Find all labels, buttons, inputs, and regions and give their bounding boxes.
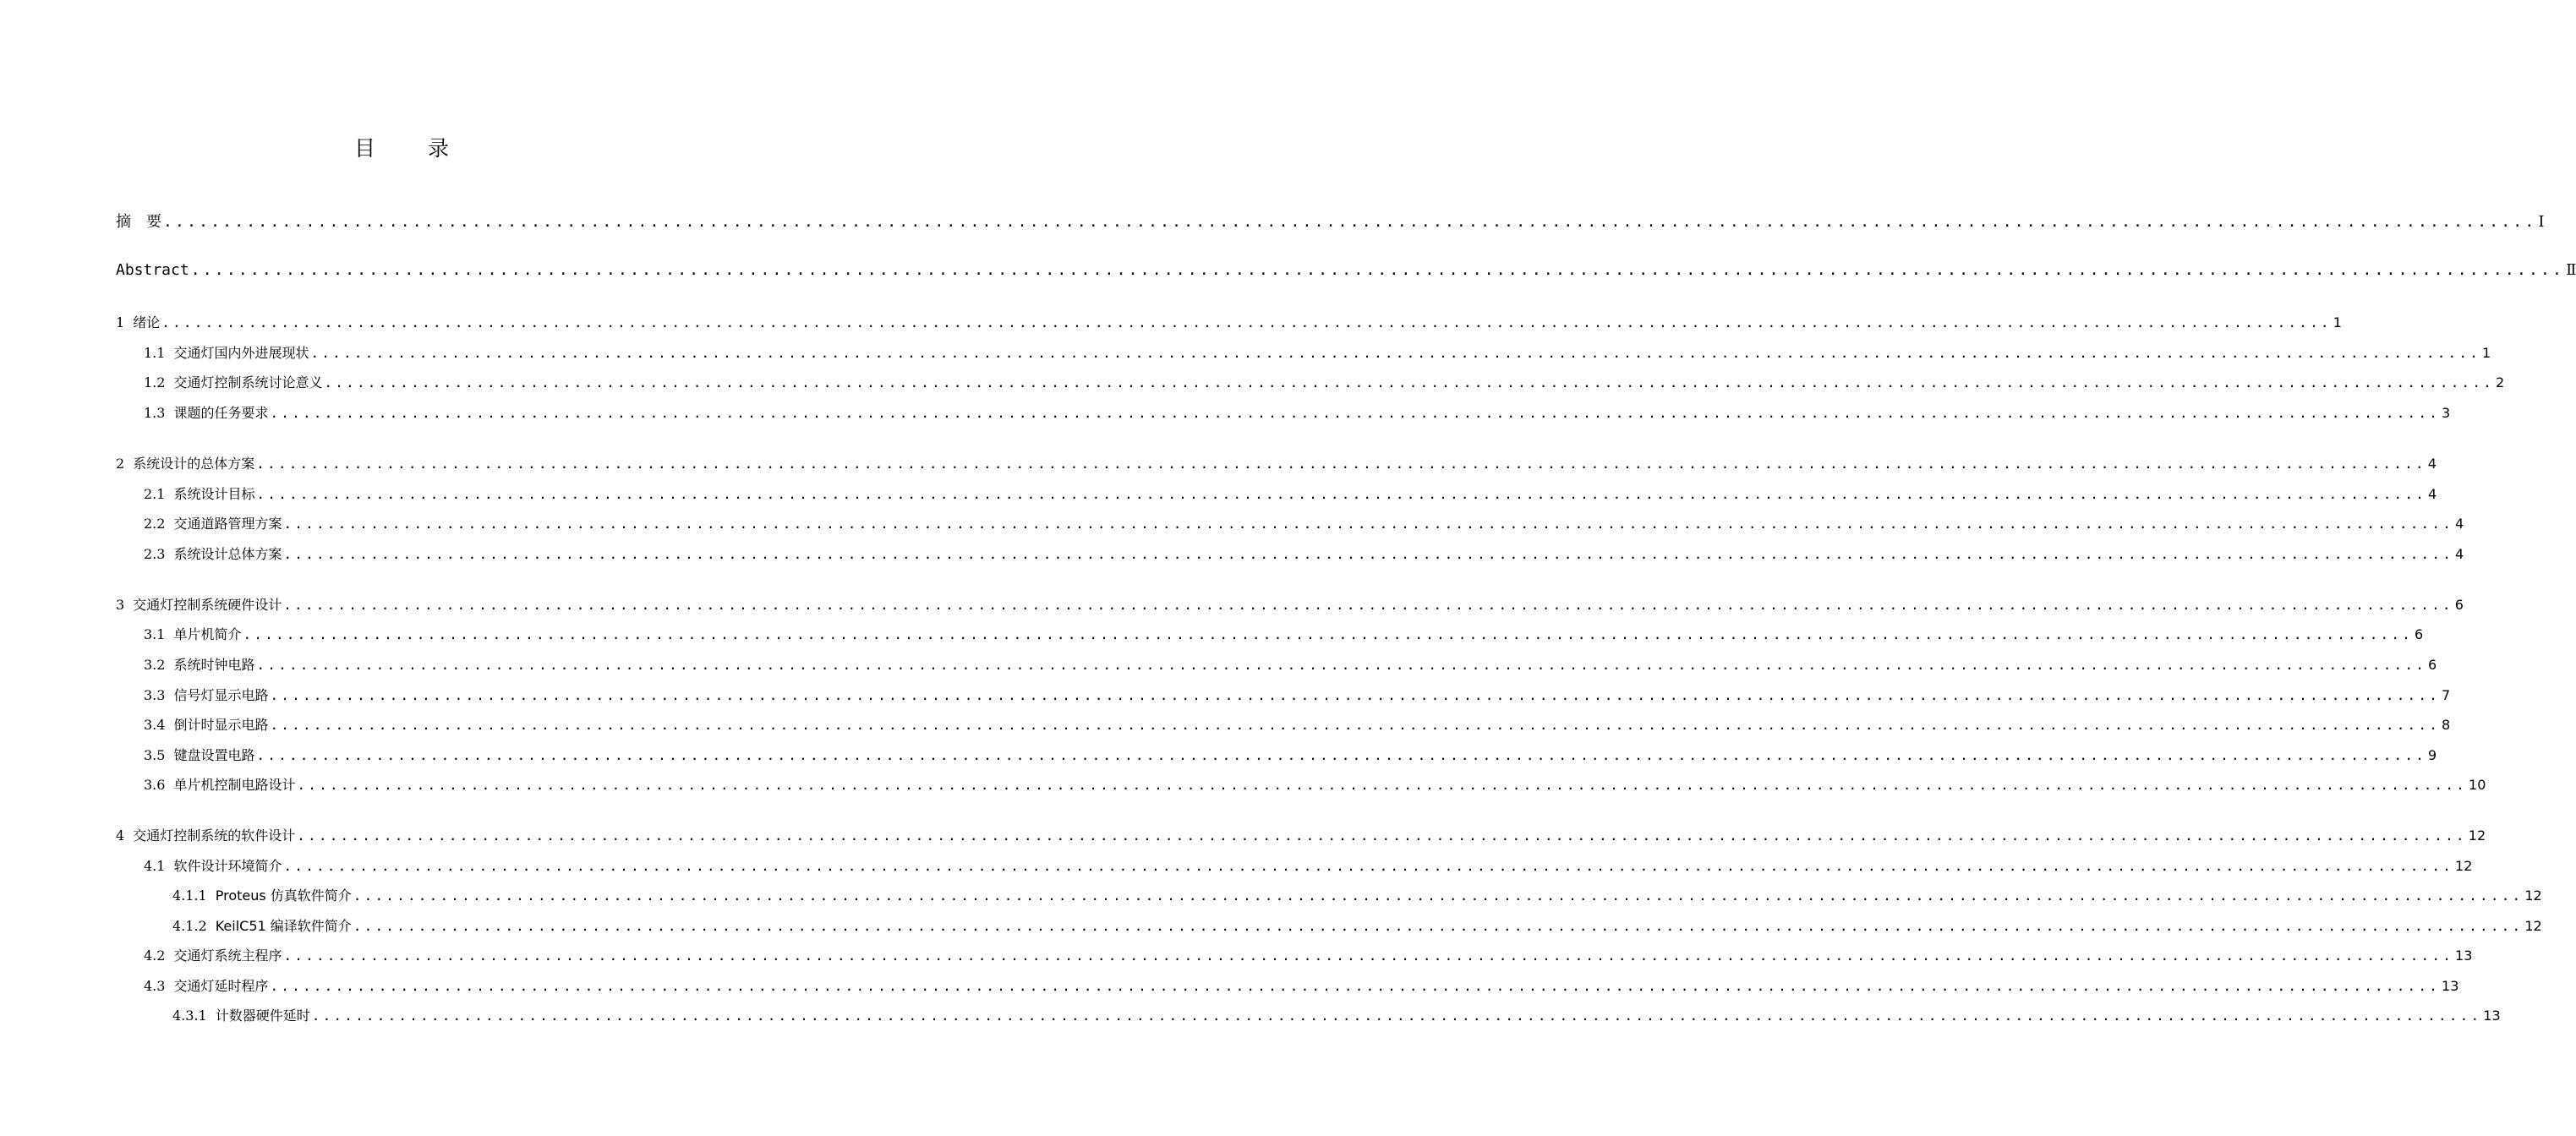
- toc-leader-dots: ........................................................................................................................................................................................................: [311, 1008, 2482, 1024]
- toc-entry-text: 交通灯国内外进展现状: [173, 345, 309, 361]
- toc-entry-number: 1.1: [144, 345, 166, 361]
- toc-entry-text: Abstract: [116, 261, 189, 279]
- toc-entry-number: 1.3: [144, 405, 166, 421]
- toc-entry-label: [144, 855, 282, 875]
- toc-entry[interactable]: [144, 774, 2486, 794]
- toc-entry[interactable]: [172, 915, 2542, 935]
- toc-entry-text: 交通灯系统主程序: [173, 948, 282, 964]
- toc-entry-text: 课题的任务要求: [173, 405, 269, 421]
- toc-leader-dots: ........................................................................................................................................................................................................: [283, 546, 2454, 562]
- toc-entry-text: 交通灯控制系统硬件设计: [133, 597, 282, 613]
- toc-leader-dots: ........................................................................................................................................................................................................: [297, 777, 2468, 793]
- toc-entry-label: [172, 915, 352, 935]
- toc-entry-text: 交通道路管理方案: [173, 516, 282, 532]
- toc-entry-number: 4.1.2: [172, 918, 207, 934]
- toc-entry-number: 3.2: [144, 657, 166, 673]
- page-title: [0, 132, 803, 162]
- toc-entry[interactable]: [144, 714, 2451, 734]
- toc-entry-number: 4.2: [144, 948, 166, 964]
- toc-entry-text: 交通灯延时程序: [173, 978, 269, 994]
- toc-entry[interactable]: [144, 654, 2437, 674]
- toc-entry-label: [144, 714, 268, 734]
- toc-page-number: 1: [2482, 345, 2491, 361]
- toc-entry[interactable]: [144, 372, 2505, 391]
- title-char-1: 目: [353, 136, 375, 161]
- toc-entry-number: 2: [116, 456, 125, 472]
- toc-leader-dots: ........................................................................................................................................................................................................: [353, 918, 2524, 934]
- toc-entry-text: 系统时钟电路: [173, 657, 255, 673]
- toc-entry-number: 3.3: [144, 687, 166, 703]
- toc-page-number: Ⅰ: [2538, 213, 2545, 231]
- toc-entry[interactable]: [144, 975, 2459, 995]
- toc-entry-text: 信号灯显示电路: [173, 687, 269, 703]
- toc-page-number: 4: [2428, 486, 2437, 502]
- toc-entry-label: [116, 261, 189, 279]
- toc-entry-text: 键盘设置电路: [173, 747, 255, 763]
- toc-entry-label: [172, 1005, 310, 1024]
- toc-entry[interactable]: [144, 685, 2451, 704]
- toc-page-number: 13: [2483, 1008, 2501, 1024]
- toc-leader-dots: ........................................................................................................................................................................................................: [256, 456, 2426, 472]
- toc-entry-text: 单片机控制电路设计: [173, 777, 296, 793]
- toc-page-number: 6: [2454, 597, 2464, 613]
- toc-page-number: 9: [2428, 747, 2437, 763]
- toc-entry-label: [116, 312, 160, 331]
- toc-entry-label: [144, 975, 268, 995]
- toc-leader-dots: ........................................................................................................................................................................................................: [163, 213, 2537, 231]
- toc-entry-text: KeilC51 编译软件简介: [215, 918, 352, 934]
- toc-page-number: 3: [2442, 405, 2451, 421]
- toc-page-number: 12: [2468, 827, 2486, 844]
- toc-page-number: 7: [2442, 687, 2451, 703]
- toc-leader-dots: ........................................................................................................................................................................................................: [283, 597, 2453, 613]
- toc-entry[interactable]: [116, 210, 2545, 232]
- toc-entry-label: [144, 543, 282, 563]
- toc-leader-dots: ........................................................................................................................................................................................................: [283, 948, 2454, 964]
- toc-entry-label: [144, 342, 309, 362]
- toc-page-number: 2: [2496, 374, 2505, 390]
- toc-entry-label: [144, 654, 254, 674]
- toc-entry-number: 4.1: [144, 858, 166, 874]
- toc-leader-dots: ........................................................................................................................................................................................................: [310, 345, 2481, 361]
- toc-entry-label: [144, 513, 282, 532]
- toc-entry-label: [144, 945, 282, 964]
- toc-entry-number: 3.5: [144, 747, 166, 763]
- toc-entry[interactable]: [172, 1005, 2501, 1024]
- toc-entry-text: 软件设计环境简介: [173, 858, 282, 874]
- toc-entry[interactable]: [116, 261, 2576, 279]
- toc-leader-dots: ........................................................................................................................................................................................................: [283, 858, 2454, 874]
- toc-entry[interactable]: [116, 594, 2464, 614]
- toc-page-number: 4: [2455, 516, 2464, 532]
- toc-entry-label: [144, 372, 322, 391]
- toc-page-number: 13: [2455, 948, 2473, 964]
- title-char-2: 录: [428, 136, 450, 161]
- toc-page-number: 4: [2427, 456, 2437, 472]
- toc-page-number: 4: [2455, 546, 2464, 562]
- toc-leader-dots: ........................................................................................................................................................................................................: [270, 717, 2441, 733]
- toc-entry[interactable]: [144, 483, 2437, 503]
- toc-entry-number: 4.3: [144, 978, 166, 994]
- toc-entry-text: 系统设计的总体方案: [133, 456, 255, 472]
- toc-page-number: 12: [2455, 858, 2473, 874]
- toc-entry[interactable]: [144, 745, 2437, 764]
- toc-entry-number: 4.1.1: [172, 888, 207, 904]
- toc-entry[interactable]: [144, 945, 2473, 964]
- toc-leader-dots: ........................................................................................................................................................................................................: [190, 261, 2565, 279]
- toc-page-number: 6: [2428, 657, 2437, 673]
- toc-entry-text: Proteus 仿真软件简介: [215, 888, 352, 904]
- toc-entry-text: 单片机简介: [173, 626, 242, 642]
- toc-page-number: 6: [2415, 626, 2424, 642]
- toc-page-number: 12: [2524, 918, 2542, 934]
- toc-entry-number: 4.3.1: [172, 1008, 207, 1024]
- toc-leader-dots: ........................................................................................................................................................................................................: [270, 687, 2441, 703]
- toc-entry-number: 2.3: [144, 546, 166, 562]
- toc-entry-text: 摘 要: [116, 213, 161, 231]
- toc-entry-number: 1: [116, 314, 125, 330]
- toc-entry-label: [144, 745, 254, 764]
- toc-entry[interactable]: [144, 543, 2464, 563]
- toc-entry[interactable]: [116, 312, 2342, 331]
- toc-entry-number: 2.2: [144, 516, 166, 532]
- toc-page-number: 8: [2442, 717, 2451, 733]
- toc-leader-dots: ........................................................................................................................................................................................................: [161, 314, 2332, 330]
- toc-leader-dots: ........................................................................................................................................................................................................: [256, 747, 2427, 763]
- toc-entry-number: 3: [116, 597, 125, 613]
- toc-entry-label: [144, 402, 268, 422]
- toc-entry-text: 交通灯控制系统的软件设计: [133, 827, 296, 844]
- toc-entry-text: 交通灯控制系统讨论意义: [173, 374, 323, 390]
- toc-entry[interactable]: [144, 624, 2424, 643]
- toc-entry[interactable]: [116, 453, 2437, 472]
- toc-entry[interactable]: [116, 825, 2486, 844]
- toc-entry-number: 3.4: [144, 717, 166, 733]
- toc-entry[interactable]: [144, 513, 2464, 532]
- toc-page-number: 1: [2333, 314, 2342, 330]
- toc-entry-number: 1.2: [144, 374, 166, 390]
- toc-entry-label: [144, 685, 268, 704]
- toc-leader-dots: ........................................................................................................................................................................................................: [324, 374, 2495, 390]
- toc-entry-label: [116, 825, 295, 844]
- toc-leader-dots: ........................................................................................................................................................................................................: [297, 827, 2467, 844]
- toc-entry-text: 绪论: [133, 314, 161, 330]
- toc-entry-number: 2.1: [144, 486, 166, 502]
- toc-entry-label: [116, 210, 161, 232]
- toc-entry-number: 3.1: [144, 626, 166, 642]
- toc-entry-text: 计数器硬件延时: [215, 1008, 310, 1024]
- toc-entry-text: 倒计时显示电路: [173, 717, 269, 733]
- toc-leader-dots: ........................................................................................................................................................................................................: [243, 626, 2414, 642]
- toc-entry-number: 4: [116, 827, 125, 844]
- toc-leader-dots: ........................................................................................................................................................................................................: [283, 516, 2454, 532]
- toc-entry-label: [116, 594, 282, 614]
- toc-page-number: Ⅱ: [2566, 261, 2576, 279]
- toc-leader-dots: ........................................................................................................................................................................................................: [270, 978, 2441, 994]
- toc-entry-number: 3.6: [144, 777, 166, 793]
- toc-leader-dots: ........................................................................................................................................................................................................: [270, 405, 2441, 421]
- toc-entry-label: [144, 624, 241, 643]
- toc-entry[interactable]: [172, 885, 2542, 904]
- toc-entry-label: [144, 774, 295, 794]
- toc-entry-text: 系统设计总体方案: [173, 546, 282, 562]
- toc-page-number: 12: [2524, 888, 2542, 904]
- toc-leader-dots: ........................................................................................................................................................................................................: [256, 486, 2427, 502]
- toc-page-number: 10: [2469, 777, 2486, 793]
- toc-leader-dots: ........................................................................................................................................................................................................: [353, 888, 2524, 904]
- toc-entry-label: [116, 453, 254, 472]
- toc-entry[interactable]: [144, 855, 2473, 875]
- toc-entry-label: [144, 483, 254, 503]
- toc-entry-text: 系统设计目标: [173, 486, 255, 502]
- toc-entry[interactable]: [144, 402, 2451, 422]
- toc-entry[interactable]: [144, 342, 2491, 362]
- toc-leader-dots: ........................................................................................................................................................................................................: [256, 657, 2427, 673]
- toc-page-number: 13: [2442, 978, 2459, 994]
- toc-entry-label: [172, 885, 352, 904]
